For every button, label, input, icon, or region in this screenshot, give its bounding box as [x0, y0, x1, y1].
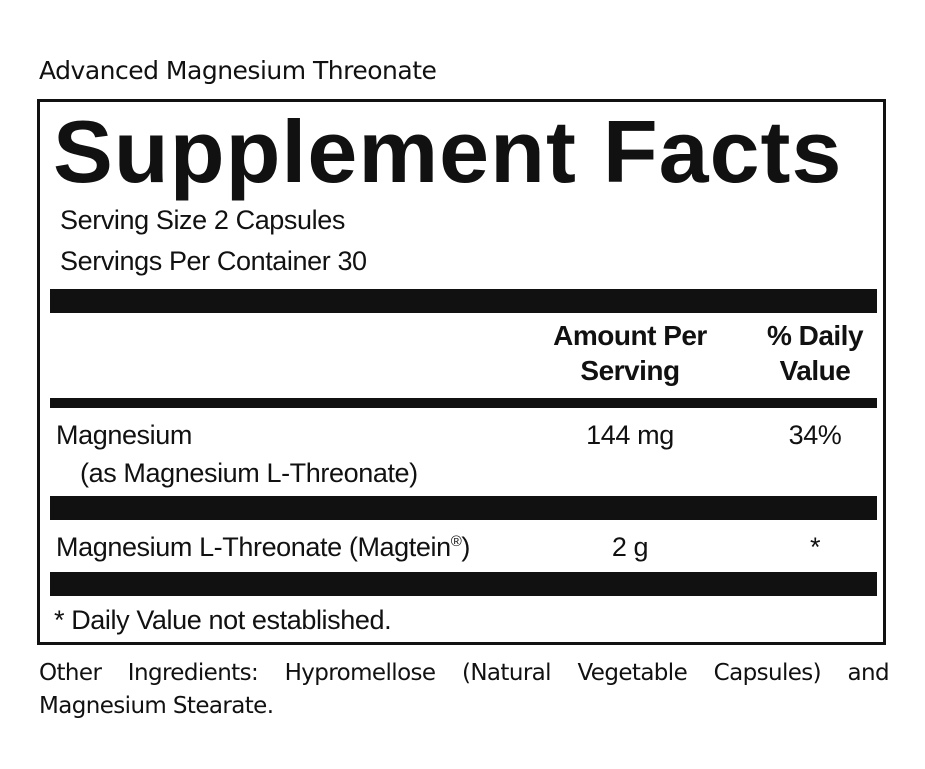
- amount-header-line1: Amount Per: [553, 320, 707, 351]
- dv-magtein: *: [809, 532, 821, 562]
- dv-magnesium: 34%: [788, 420, 842, 450]
- nutrient-name-magnesium: Magnesium: [56, 420, 192, 450]
- amount-per-serving-header: [540, 318, 720, 388]
- dv-header-line1: % Daily: [766, 320, 864, 351]
- divider-header: [50, 398, 877, 408]
- panel-title: Supplement Facts: [53, 102, 843, 201]
- ingredient-name-magtein: [56, 531, 470, 564]
- daily-value-header: [745, 318, 885, 388]
- dv-header-line2: Value: [779, 355, 851, 386]
- daily-value-footnote: * Daily Value not established.: [54, 605, 392, 635]
- serving-size: Serving Size 2 Capsules: [60, 205, 345, 235]
- ingredient-name-text: Magnesium L-Threonate (Magtein: [56, 532, 451, 562]
- amount-header-line2: Serving: [580, 355, 680, 386]
- supplement-facts-panel: [37, 99, 886, 645]
- ingredient-name-close: ): [461, 532, 470, 562]
- nutrient-source-magnesium: (as Magnesium L-Threonate): [80, 458, 418, 488]
- servings-per-container: Servings Per Container 30: [60, 246, 367, 276]
- amount-magtein: 2 g: [611, 532, 649, 562]
- thick-divider-middle: [50, 496, 877, 520]
- amount-magnesium: 144 mg: [586, 420, 674, 450]
- registered-mark: ®: [450, 533, 462, 550]
- product-name: Advanced Magnesium Threonate: [39, 56, 437, 85]
- thick-divider-bottom: [50, 572, 877, 596]
- thick-divider-top: [50, 289, 877, 313]
- other-ingredients: Other Ingredients: Hypromellose (Natural Vegetable Capsules) and Magnesium Stearate.: [39, 660, 889, 719]
